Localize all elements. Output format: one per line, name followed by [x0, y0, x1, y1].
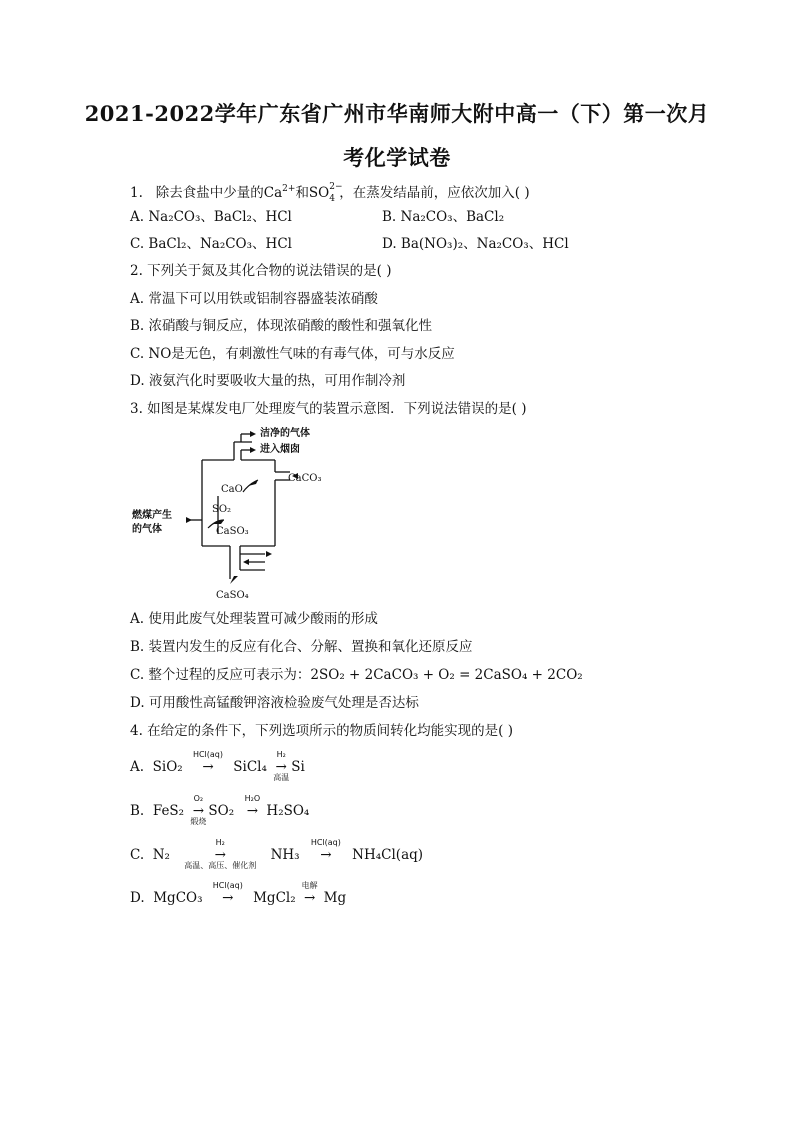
question-2-option-d: D. 液氨汽化时要吸收大量的热，可用作制冷剂 — [130, 373, 406, 389]
label-caso4: CaSO₄ — [216, 590, 249, 601]
exam-title-line2: 考化学试卷 — [343, 145, 451, 170]
question-2-option-c: C. NO是无色，有刺激性气味的有毒气体，可与水反应 — [130, 346, 455, 362]
exam-title-line1: 2021-2022学年广东省广州市华南师大附中高一（下）第一次月 — [84, 101, 710, 126]
question-1-option-a: A. Na₂CO₃、BaCl₂、HCl — [130, 209, 292, 225]
label-caco3: CaCO₃ — [288, 473, 322, 484]
question-1-text-c: ，在蒸发结晶前，应依次加入( ) — [339, 185, 530, 201]
label-coal-gas-1: 燃煤产生 — [132, 510, 172, 521]
question-3-option-a: A. 使用此废气处理装置可减少酸雨的形成 — [130, 611, 378, 627]
label-so2: SO₂ — [212, 504, 232, 515]
question-3-option-d: D. 可用酸性高锰酸钾溶液检验废气处理是否达标 — [130, 695, 419, 711]
question-2-stem: 2. 下列关于氮及其化合物的说法错误的是( ) — [130, 263, 392, 279]
label-cao: CaO — [221, 484, 243, 495]
question-1-stem — [130, 180, 530, 202]
question-2-option-a: A. 常温下可以用铁或铝制容器盛装浓硝酸 — [130, 291, 378, 307]
label-coal-gas-2: 的气体 — [132, 524, 162, 535]
question-1-text-a: 除去食盐中少量的Ca — [155, 185, 283, 201]
question-1-option-d: D. Ba(NO₃)₂、Na₂CO₃、HCl — [382, 236, 569, 252]
question-4-stem: 4. 在给定的条件下，下列选项所示的物质间转化均能实现的是( ) — [130, 723, 513, 739]
flue-gas-treatment-diagram — [130, 424, 340, 606]
question-4-option-b: B. FeS₂ O₂ → 煅烧 SO₂ H₂O → H₂SO₄ — [130, 794, 310, 826]
question-1-text-b: 和SO — [295, 185, 330, 201]
so4-charge: 2− — [329, 182, 343, 192]
question-2-option-b: B. 浓硝酸与铜反应，体现浓硝酸的酸性和强氧化性 — [130, 318, 433, 334]
question-3-option-c: C. 整个过程的反应可表示为：2SO₂ + 2CaCO₃ + O₂ = 2CaSO₄ + 2CO₂ — [130, 667, 583, 683]
question-3-option-b: B. 装置内发生的反应有化合、分解、置换和氧化还原反应 — [130, 639, 473, 655]
question-1-option-c: C. BaCl₂、Na₂CO₃、HCl — [130, 236, 292, 252]
question-4-option-a: A. SiO₂ HCl(aq) → SiCl₄ H₂ → 高温 Si — [130, 750, 305, 782]
question-3-stem: 3. 如图是某煤发电厂处理废气的装置示意图．下列说法错误的是( ) — [130, 401, 527, 417]
label-clean-gas-1: 洁净的气体 — [260, 428, 310, 439]
question-1-number: 1. — [130, 185, 143, 201]
question-4-option-c: C. N₂ H₂ → 高温、高压、催化剂 NH₃ HCl(aq) → NH₄Cl(aq) — [130, 838, 424, 870]
label-clean-gas-2: 进入烟囱 — [260, 444, 300, 455]
ca-charge: 2+ — [282, 184, 296, 194]
so4-subscript: 4 — [329, 194, 335, 204]
label-caso3: CaSO₃ — [216, 526, 249, 537]
question-4-option-d: D. MgCO₃ HCl(aq) → MgCl₂ 电解 → Mg — [130, 881, 347, 906]
question-1-option-b: B. Na₂CO₃、BaCl₂ — [382, 209, 505, 225]
